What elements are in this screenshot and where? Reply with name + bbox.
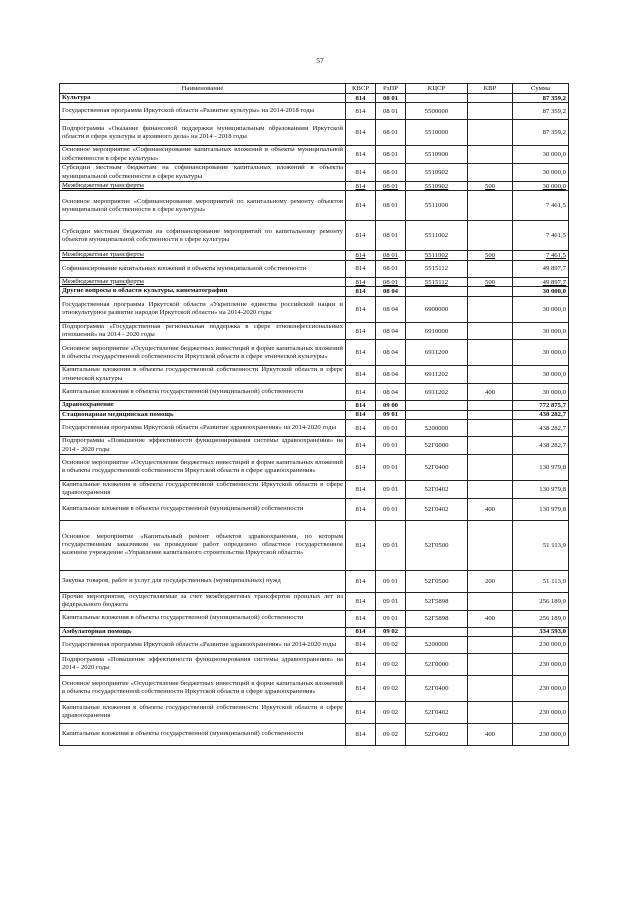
- cell-rzpr: 09 02: [376, 636, 406, 653]
- cell-kcsr: 5510902: [406, 182, 468, 191]
- cell-kvsr: 814: [346, 520, 376, 570]
- cell-kcsr: 5511002: [406, 221, 468, 251]
- cell-rzpr: 09 02: [376, 723, 406, 745]
- cell-name: Субсидии местным бюджетам на софинансирование мероприятий по капитальному ремонту объектов муниципальной собственности в сфере культуры: [60, 221, 346, 251]
- cell-sum: 256 189,0: [513, 592, 569, 610]
- cell-rzpr: 09 02: [376, 701, 406, 723]
- table-row: [60, 221, 569, 251]
- cell-sum: 230 000,0: [513, 675, 569, 701]
- cell-kvsr: 814: [346, 221, 376, 251]
- cell-kvr: 400: [468, 498, 513, 520]
- cell-rzpr: 08 01: [376, 146, 406, 164]
- cell-name: Основное мероприятие «Софинансирование мероприятий по капитальному ремонту объектов муниципальной собственности в сфере культуры»: [60, 191, 346, 221]
- table-row: [60, 277, 569, 286]
- table-row: [60, 437, 569, 455]
- cell-kvsr: 814: [346, 103, 376, 120]
- cell-kvsr: 814: [346, 120, 376, 146]
- cell-kcsr: 52Г0500: [406, 520, 468, 570]
- cell-name: Основное мероприятие «Осуществление бюджетных инвестиций в форме капитальных вложений в объекты государственной собственности Иркутской области в сфере здравоохранения»: [60, 454, 346, 480]
- cell-kvsr: 814: [346, 277, 376, 286]
- cell-kcsr: 52Г0400: [406, 675, 468, 701]
- cell-name: Основное мероприятие «Капитальный ремонт объектов здравоохранения, по которым государственным заказчиком на проведение работ определено областное государственное казенное учреждение «Управление капитального строительства Иркутской области»: [60, 520, 346, 570]
- cell-sum: 130 979,8: [513, 454, 569, 480]
- cell-rzpr: 09 02: [376, 627, 406, 636]
- cell-rzpr: 08 01: [376, 221, 406, 251]
- cell-kvr: [468, 636, 513, 653]
- cell-rzpr: 08 01: [376, 120, 406, 146]
- table-row: [60, 366, 569, 384]
- cell-rzpr: 09 01: [376, 410, 406, 419]
- cell-kvr: [468, 103, 513, 120]
- cell-sum: 7 461,5: [513, 251, 569, 260]
- cell-sum: 438 282,7: [513, 410, 569, 419]
- cell-kcsr: 52Г0402: [406, 498, 468, 520]
- table-row: [60, 94, 569, 103]
- cell-kcsr: 52Г0402: [406, 723, 468, 745]
- cell-kvsr: 814: [346, 164, 376, 182]
- cell-kcsr: [406, 94, 468, 103]
- cell-name: Подпрограмма «Оказание финансовой поддержки муниципальным образованиям Иркутской области в сфере культуры и архивного дела» на 2014 - 2018 годы: [60, 120, 346, 146]
- cell-kvsr: 814: [346, 182, 376, 191]
- cell-kvsr: 814: [346, 296, 376, 322]
- cell-kvr: [468, 296, 513, 322]
- table-row: [60, 103, 569, 120]
- cell-kcsr: 52Г0000: [406, 437, 468, 455]
- cell-kvr: 200: [468, 570, 513, 592]
- cell-sum: 438 282,7: [513, 420, 569, 437]
- cell-sum: 30 000,0: [513, 182, 569, 191]
- cell-rzpr: 09 01: [376, 480, 406, 498]
- cell-kcsr: 6900000: [406, 296, 468, 322]
- cell-name: Капитальные вложения в объекты государственной (муниципальной) собственности: [60, 723, 346, 745]
- page-number: 57: [316, 56, 324, 65]
- cell-sum: 87 359,2: [513, 120, 569, 146]
- cell-sum: 438 282,7: [513, 437, 569, 455]
- cell-kvsr: 814: [346, 653, 376, 675]
- cell-kcsr: 52Г0402: [406, 480, 468, 498]
- table-row: [60, 570, 569, 592]
- cell-name: Амбулаторная помощь: [60, 627, 346, 636]
- cell-kcsr: 6911202: [406, 384, 468, 401]
- header-kcsr: КЦСР: [406, 84, 468, 94]
- cell-rzpr: 09 01: [376, 592, 406, 610]
- cell-kvr: [468, 340, 513, 366]
- cell-kcsr: 5515112: [406, 277, 468, 286]
- cell-sum: 49 897,7: [513, 277, 569, 286]
- cell-sum: 30 000,0: [513, 287, 569, 296]
- cell-kcsr: 52Г5898: [406, 592, 468, 610]
- cell-name: Стационарная медицинская помощь: [60, 410, 346, 419]
- cell-name: Основное мероприятие «Осуществление бюджетных инвестиций в форме капитальных вложений в объекты государственной собственности Иркутской области в сфере здравоохранения»: [60, 675, 346, 701]
- cell-kvsr: 814: [346, 322, 376, 340]
- cell-rzpr: 09 00: [376, 401, 406, 410]
- cell-sum: 230 000,0: [513, 636, 569, 653]
- table-row: [60, 610, 569, 627]
- table-row: [60, 592, 569, 610]
- cell-name: Межбюджетные трансферты: [60, 182, 346, 191]
- cell-rzpr: 08 01: [376, 251, 406, 260]
- table-row: [60, 636, 569, 653]
- cell-rzpr: 08 01: [376, 182, 406, 191]
- cell-sum: 30 000,0: [513, 296, 569, 322]
- cell-rzpr: 09 01: [376, 570, 406, 592]
- cell-kvsr: 814: [346, 454, 376, 480]
- cell-kcsr: 5200000: [406, 420, 468, 437]
- table-row: [60, 146, 569, 164]
- cell-kvr: [468, 520, 513, 570]
- cell-name: Здравоохранение: [60, 401, 346, 410]
- cell-kvsr: 814: [346, 592, 376, 610]
- cell-kvr: 500: [468, 251, 513, 260]
- cell-kvsr: 814: [346, 701, 376, 723]
- cell-kvr: [468, 221, 513, 251]
- cell-kcsr: 5511000: [406, 191, 468, 221]
- cell-rzpr: 09 01: [376, 498, 406, 520]
- cell-sum: 30 000,0: [513, 340, 569, 366]
- cell-name: Государственная программа Иркутской области «Укрепление единства российской нации и этнокультурное развитие народов Иркутской области» на 2014-2020 годы: [60, 296, 346, 322]
- cell-kvsr: 814: [346, 636, 376, 653]
- cell-name: Капитальные вложения в объекты государственной собственности Иркутской области в сфере здравоохранения: [60, 701, 346, 723]
- cell-kvr: [468, 260, 513, 277]
- table-row: [60, 120, 569, 146]
- cell-kcsr: 6911202: [406, 366, 468, 384]
- cell-name: Прочие мероприятия, осуществляемые за счет межбюджетных трансфертов прошлых лет из федерального бюджета: [60, 592, 346, 610]
- cell-kvsr: 814: [346, 420, 376, 437]
- cell-name: Капитальные вложения в объекты государственной (муниципальной) собственности: [60, 610, 346, 627]
- cell-kvr: 400: [468, 610, 513, 627]
- cell-rzpr: 08 04: [376, 322, 406, 340]
- cell-kvr: [468, 322, 513, 340]
- cell-name: Межбюджетные трансферты: [60, 251, 346, 260]
- cell-sum: 230 000,0: [513, 701, 569, 723]
- cell-kcsr: 5510900: [406, 146, 468, 164]
- cell-kvsr: 814: [346, 437, 376, 455]
- cell-rzpr: 09 01: [376, 520, 406, 570]
- cell-kvsr: 814: [346, 627, 376, 636]
- table-row: [60, 410, 569, 419]
- cell-kvsr: 814: [346, 723, 376, 745]
- cell-sum: 30 000,0: [513, 384, 569, 401]
- cell-name: Государственная программа Иркутской области «Развитие здравоохранения» на 2014-2020 годы: [60, 636, 346, 653]
- cell-kvr: [468, 420, 513, 437]
- cell-name: Основное мероприятие «Софинансирование капитальных вложений в объекты муниципальной собственности в сфере культуры»: [60, 146, 346, 164]
- table-row: [60, 454, 569, 480]
- cell-rzpr: 09 02: [376, 675, 406, 701]
- cell-rzpr: 08 04: [376, 366, 406, 384]
- cell-sum: 49 897,7: [513, 260, 569, 277]
- table-row: [60, 251, 569, 260]
- cell-rzpr: 09 01: [376, 454, 406, 480]
- cell-kvr: [468, 366, 513, 384]
- cell-name: Капитальные вложения в объекты государственной собственности Иркутской области в сфере этнической культуры: [60, 366, 346, 384]
- cell-kvsr: 814: [346, 570, 376, 592]
- cell-sum: 772 875,7: [513, 401, 569, 410]
- cell-kvr: [468, 164, 513, 182]
- cell-kvsr: 814: [346, 675, 376, 701]
- table-row: [60, 723, 569, 745]
- cell-sum: 30 000,0: [513, 164, 569, 182]
- cell-kvsr: 814: [346, 410, 376, 419]
- cell-kvr: [468, 627, 513, 636]
- cell-sum: 87 359,2: [513, 94, 569, 103]
- cell-kvr: [468, 701, 513, 723]
- cell-kcsr: 52Г0402: [406, 701, 468, 723]
- cell-name: Подпрограмма «Повышение эффективности функционирования системы здравоохранения» на 2014 - 2020 годы: [60, 653, 346, 675]
- header-name: Наименование: [60, 84, 346, 94]
- cell-rzpr: 09 01: [376, 420, 406, 437]
- table-row: [60, 480, 569, 498]
- cell-kcsr: 5511002: [406, 251, 468, 260]
- cell-sum: 130 979,8: [513, 480, 569, 498]
- cell-name: Другие вопросы в области культуры, кинематографии: [60, 287, 346, 296]
- table-row: [60, 653, 569, 675]
- cell-kcsr: 5500000: [406, 103, 468, 120]
- cell-sum: 30 000,0: [513, 322, 569, 340]
- cell-kvr: [468, 287, 513, 296]
- cell-kvsr: 814: [346, 94, 376, 103]
- cell-sum: 230 000,0: [513, 653, 569, 675]
- cell-kvr: [468, 437, 513, 455]
- cell-kvsr: 814: [346, 287, 376, 296]
- cell-kvr: [468, 191, 513, 221]
- cell-kcsr: 6910000: [406, 322, 468, 340]
- cell-rzpr: 08 01: [376, 94, 406, 103]
- cell-rzpr: 08 01: [376, 103, 406, 120]
- cell-name: Софинансирование капитальных вложений в объекты муниципальной собственности: [60, 260, 346, 277]
- cell-kvsr: 814: [346, 366, 376, 384]
- budget-table: [59, 83, 569, 746]
- table-row: [60, 164, 569, 182]
- cell-kvr: [468, 410, 513, 419]
- table-row: [60, 322, 569, 340]
- table-row: [60, 701, 569, 723]
- cell-kvsr: 814: [346, 384, 376, 401]
- cell-kvsr: 814: [346, 191, 376, 221]
- cell-sum: 130 979,8: [513, 498, 569, 520]
- cell-kcsr: [406, 287, 468, 296]
- cell-rzpr: 08 01: [376, 260, 406, 277]
- cell-kvsr: 814: [346, 260, 376, 277]
- cell-sum: 51 113,9: [513, 570, 569, 592]
- cell-name: Капитальные вложения в объекты государственной (муниципальной) собственности: [60, 498, 346, 520]
- cell-rzpr: 09 02: [376, 653, 406, 675]
- cell-kvr: [468, 592, 513, 610]
- cell-kcsr: [406, 410, 468, 419]
- table-row: [60, 401, 569, 410]
- table-header-row: [60, 84, 569, 94]
- header-rzpr: РзПР: [376, 84, 406, 94]
- cell-rzpr: 08 04: [376, 384, 406, 401]
- table-row: [60, 675, 569, 701]
- cell-kvr: 500: [468, 277, 513, 286]
- cell-rzpr: 09 01: [376, 437, 406, 455]
- header-sum: Сумма: [513, 84, 569, 94]
- cell-kvr: [468, 653, 513, 675]
- cell-kcsr: 52Г0400: [406, 454, 468, 480]
- table-row: [60, 520, 569, 570]
- cell-name: Капитальные вложения в объекты государственной собственности Иркутской области в сфере здравоохранения: [60, 480, 346, 498]
- cell-name: Подпрограмма «Повышение эффективности функционирования системы здравоохранения» на 2014 - 2020 годы: [60, 437, 346, 455]
- table-row: [60, 627, 569, 636]
- cell-kcsr: [406, 401, 468, 410]
- table-row: [60, 182, 569, 191]
- cell-kcsr: 5510902: [406, 164, 468, 182]
- cell-sum: 7 461,5: [513, 191, 569, 221]
- cell-sum: 30 000,0: [513, 366, 569, 384]
- cell-kvr: [468, 480, 513, 498]
- cell-kvr: [468, 675, 513, 701]
- table-row: [60, 296, 569, 322]
- cell-sum: 87 359,2: [513, 103, 569, 120]
- cell-rzpr: 08 04: [376, 296, 406, 322]
- cell-sum: 256 189,0: [513, 610, 569, 627]
- table-row: [60, 191, 569, 221]
- cell-name: Капитальные вложения в объекты государственной (муниципальной) собственности: [60, 384, 346, 401]
- cell-kcsr: [406, 627, 468, 636]
- cell-rzpr: 09 01: [376, 610, 406, 627]
- table-row: [60, 498, 569, 520]
- cell-kvsr: 814: [346, 610, 376, 627]
- table-row: [60, 260, 569, 277]
- cell-rzpr: 08 04: [376, 287, 406, 296]
- table-row: [60, 287, 569, 296]
- cell-rzpr: 08 04: [376, 340, 406, 366]
- cell-sum: 334 593,0: [513, 627, 569, 636]
- cell-kvr: 400: [468, 723, 513, 745]
- cell-name: Подпрограмма «Государственная региональная поддержка в сфере этноконфессиональных отношений» на 2014 - 2020 годы: [60, 322, 346, 340]
- cell-kvsr: 814: [346, 498, 376, 520]
- cell-name: Межбюджетные трансферты: [60, 277, 346, 286]
- cell-sum: 7 461,5: [513, 221, 569, 251]
- cell-kvsr: 814: [346, 146, 376, 164]
- cell-kvsr: 814: [346, 251, 376, 260]
- cell-kcsr: 5200000: [406, 636, 468, 653]
- cell-sum: 30 000,0: [513, 146, 569, 164]
- cell-kvsr: 814: [346, 401, 376, 410]
- cell-kvr: [468, 454, 513, 480]
- cell-name: Культура: [60, 94, 346, 103]
- cell-name: Государственная программа Иркутской области «Развитие здравоохранения» на 2014-2020 годы: [60, 420, 346, 437]
- cell-kcsr: 52Г0500: [406, 570, 468, 592]
- cell-kvr: 400: [468, 384, 513, 401]
- cell-kvr: [468, 401, 513, 410]
- cell-kcsr: 52Г5898: [406, 610, 468, 627]
- header-kvr: КВР: [468, 84, 513, 94]
- header-kvsr: КВСР: [346, 84, 376, 94]
- cell-name: Государственная программа Иркутской области «Развитие культуры» на 2014-2018 годы: [60, 103, 346, 120]
- cell-name: Основное мероприятие «Осуществление бюджетных инвестиций в форме капитальных вложений в объекты государственной собственности Иркутской области в сфере этнической культуры»: [60, 340, 346, 366]
- table-body: [60, 94, 569, 746]
- cell-kvr: [468, 94, 513, 103]
- cell-sum: 230 000,0: [513, 723, 569, 745]
- table-row: [60, 340, 569, 366]
- table-row: [60, 384, 569, 401]
- cell-kvsr: 814: [346, 480, 376, 498]
- cell-kvr: [468, 146, 513, 164]
- cell-sum: 51 113,9: [513, 520, 569, 570]
- cell-kvsr: 814: [346, 340, 376, 366]
- cell-rzpr: 08 01: [376, 191, 406, 221]
- cell-kvr: 500: [468, 182, 513, 191]
- cell-kcsr: 5510000: [406, 120, 468, 146]
- cell-name: Субсидии местным бюджетам на софинансирование капитальных вложений в объекты муниципальной собственности в сфере культуры: [60, 164, 346, 182]
- cell-rzpr: 08 01: [376, 164, 406, 182]
- cell-kcsr: 6911200: [406, 340, 468, 366]
- table-row: [60, 420, 569, 437]
- cell-kvr: [468, 120, 513, 146]
- cell-name: Закупка товаров, работ и услуг для государственных (муниципальных) нужд: [60, 570, 346, 592]
- cell-kcsr: 52Г0000: [406, 653, 468, 675]
- cell-kcsr: 5515112: [406, 260, 468, 277]
- cell-rzpr: 08 01: [376, 277, 406, 286]
